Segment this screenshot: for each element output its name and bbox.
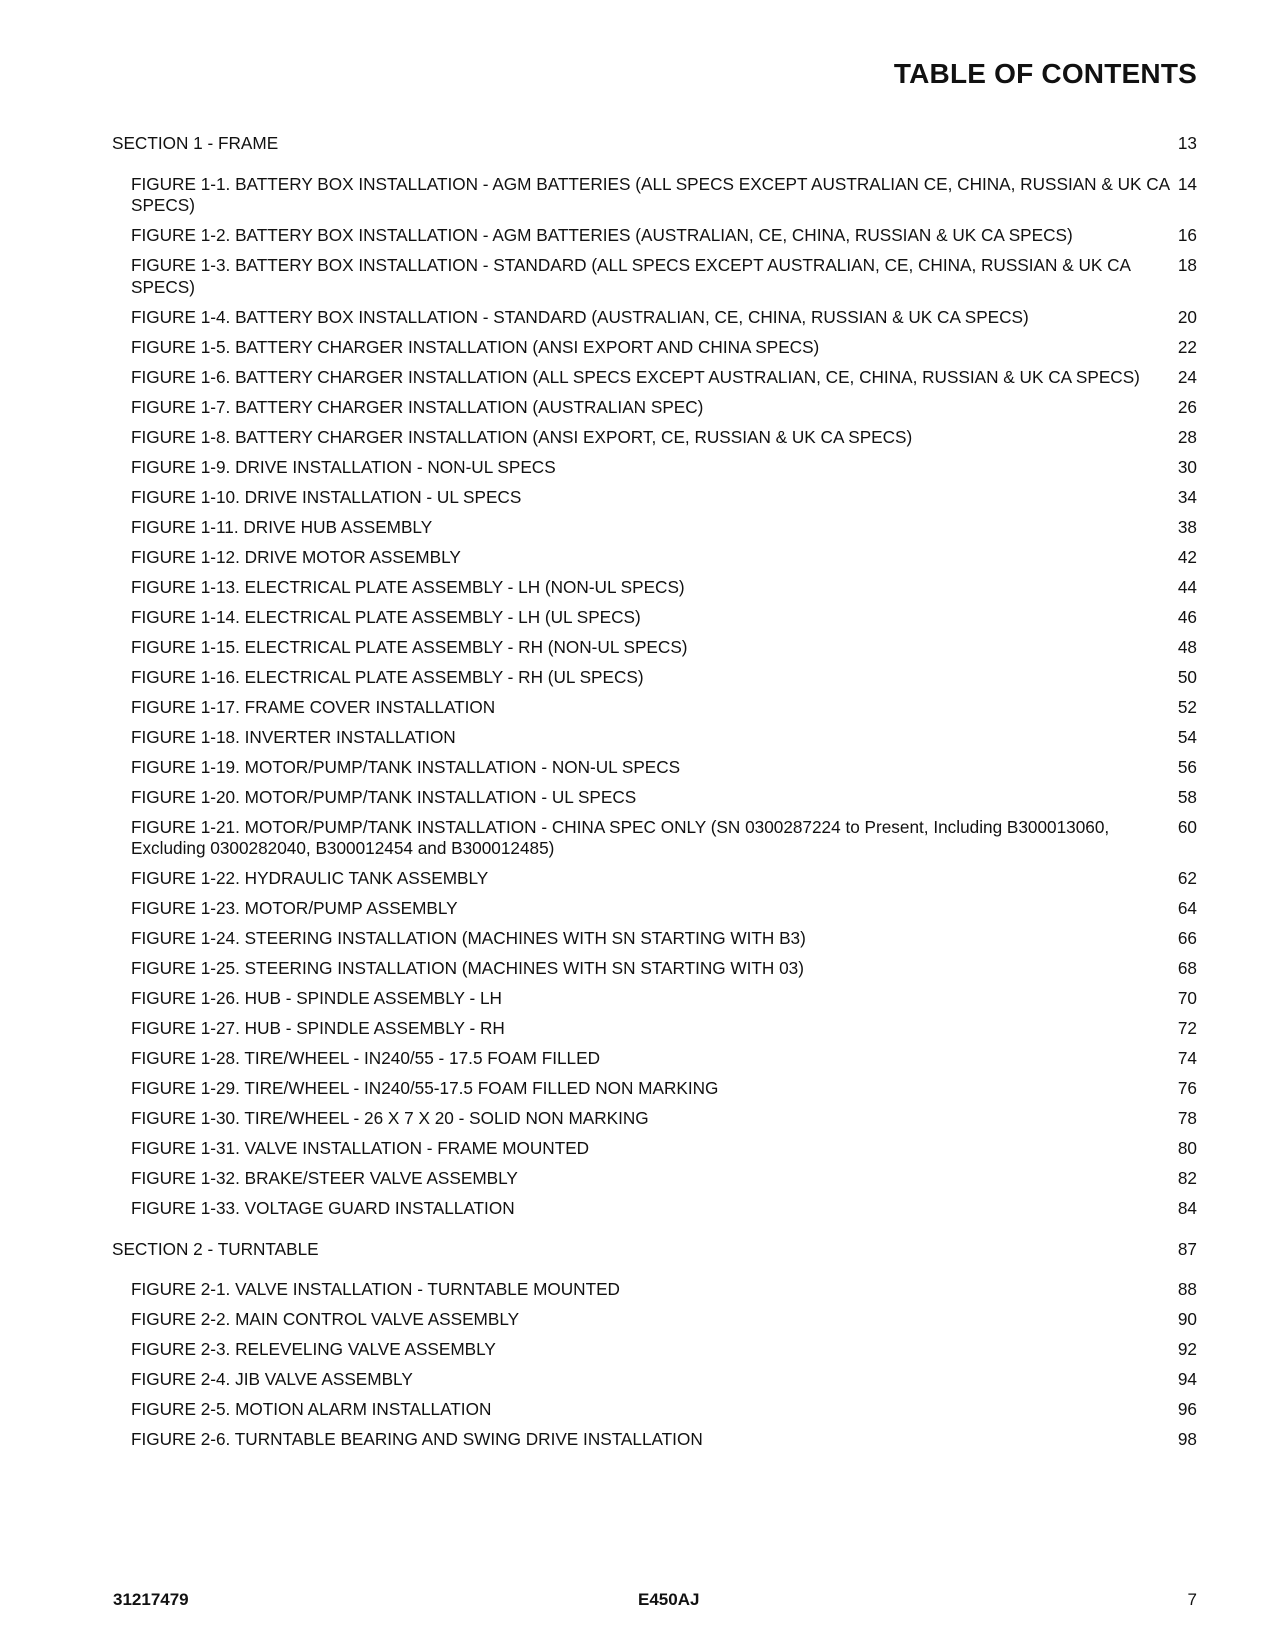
- toc-entry-title: FIGURE 1-27. HUB - SPINDLE ASSEMBLY - RH: [131, 1018, 505, 1038]
- toc-entry-title: FIGURE 1-15. ELECTRICAL PLATE ASSEMBLY - RH (NON-UL SPECS): [131, 636, 688, 657]
- toc-figure-entry[interactable]: [131, 727, 1197, 749]
- toc-entry-title: FIGURE 1-5. BATTERY CHARGER INSTALLATION (ANSI EXPORT AND CHINA SPECS): [131, 336, 820, 357]
- toc-entry-page: 87: [1177, 1238, 1197, 1259]
- toc-figure-entry[interactable]: [131, 1078, 1197, 1100]
- toc-entry-page: 38: [1177, 516, 1197, 537]
- toc-entry-page: 62: [1177, 868, 1197, 888]
- toc-figure-entry[interactable]: [131, 1198, 1197, 1220]
- toc-figure-entry[interactable]: [131, 637, 1197, 659]
- toc-entry-title: FIGURE 1-30. TIRE/WHEEL - 26 X 7 X 20 - SOLID NON MARKING: [131, 1108, 649, 1128]
- toc-entry-title: FIGURE 1-31. VALVE INSTALLATION - FRAME MOUNTED: [131, 1138, 590, 1158]
- toc-entry-page: 66: [1177, 928, 1197, 948]
- toc-entry-title: FIGURE 1-19. MOTOR/PUMP/TANK INSTALLATION - NON-UL SPECS: [131, 756, 681, 777]
- toc-entry-page: 84: [1177, 1198, 1197, 1218]
- toc-entry-title: FIGURE 1-1. BATTERY BOX INSTALLATION - AGM BATTERIES (ALL SPECS EXCEPT AUSTRALIAN CE, CHINA, RUSSIAN & UK CA SPECS): [131, 173, 1170, 215]
- toc-figure-entry[interactable]: [131, 1048, 1197, 1070]
- toc-figure-entry[interactable]: [131, 697, 1197, 719]
- toc-entry-page: 98: [1177, 1429, 1197, 1449]
- toc-entry-page: 76: [1177, 1078, 1197, 1098]
- toc-entry-title: FIGURE 1-25. STEERING INSTALLATION (MACHINES WITH SN STARTING WITH 03): [131, 958, 804, 978]
- toc-entry-page: 70: [1177, 988, 1197, 1008]
- toc-entry-title: FIGURE 1-17. FRAME COVER INSTALLATION: [131, 696, 496, 717]
- toc-entry-title: FIGURE 1-13. ELECTRICAL PLATE ASSEMBLY - LH (NON-UL SPECS): [131, 576, 685, 597]
- toc-figure-entry[interactable]: [131, 457, 1197, 479]
- toc-entry-page: 56: [1177, 756, 1197, 777]
- toc-entry-title: FIGURE 2-4. JIB VALVE ASSEMBLY: [131, 1369, 413, 1389]
- toc-entry-page: 44: [1177, 576, 1197, 597]
- toc-entry-title: FIGURE 1-12. DRIVE MOTOR ASSEMBLY: [131, 546, 461, 567]
- toc-figure-entry[interactable]: [131, 225, 1197, 247]
- toc-entry-title: FIGURE 1-24. STEERING INSTALLATION (MACHINES WITH SN STARTING WITH B3): [131, 928, 806, 948]
- toc-figure-entry[interactable]: [131, 487, 1197, 509]
- toc-entry-page: 42: [1177, 546, 1197, 567]
- toc-entry-title: FIGURE 1-16. ELECTRICAL PLATE ASSEMBLY - RH (UL SPECS): [131, 666, 644, 687]
- toc-entry-page: 82: [1177, 1168, 1197, 1188]
- toc-figure-entry[interactable]: [131, 898, 1197, 920]
- toc-figure-entry[interactable]: [131, 1399, 1197, 1421]
- toc-entry-title: FIGURE 1-9. DRIVE INSTALLATION - NON-UL SPECS: [131, 456, 556, 477]
- toc-entry-title: FIGURE 1-29. TIRE/WHEEL - IN240/55-17.5 FOAM FILLED NON MARKING: [131, 1078, 719, 1098]
- toc-entry-title: SECTION 2 - TURNTABLE: [112, 1238, 319, 1259]
- toc-figure-entry[interactable]: [131, 988, 1197, 1010]
- toc-entry-page: 28: [1177, 426, 1197, 447]
- footer-page-number: 7: [1187, 1590, 1197, 1609]
- toc-entry-page: 64: [1177, 898, 1197, 918]
- toc-entry-page: 96: [1177, 1399, 1197, 1419]
- footer-doc-number: 31217479: [113, 1590, 189, 1609]
- toc-entry-page: 48: [1177, 636, 1197, 657]
- toc-section-entry[interactable]: [112, 1239, 1197, 1261]
- toc-entry-page: 16: [1177, 225, 1197, 245]
- toc-entry-page: 26: [1177, 396, 1197, 417]
- toc-entry-title: FIGURE 1-33. VOLTAGE GUARD INSTALLATION: [131, 1198, 515, 1218]
- toc-figure-entry[interactable]: [131, 1339, 1197, 1361]
- toc-entry-page: 46: [1177, 606, 1197, 627]
- toc-entry-title: FIGURE 1-3. BATTERY BOX INSTALLATION - STANDARD (ALL SPECS EXCEPT AUSTRALIAN, CE, CHINA, RUSSIAN & UK CA SPECS): [131, 255, 1131, 297]
- toc-figure-entry[interactable]: [131, 607, 1197, 629]
- toc-entry-page: 68: [1177, 958, 1197, 978]
- toc-figure-entry[interactable]: [131, 337, 1197, 359]
- toc-entry-title: FIGURE 2-3. RELEVELING VALVE ASSEMBLY: [131, 1339, 496, 1359]
- toc-figure-entry[interactable]: [131, 1138, 1197, 1160]
- toc-figure-entry[interactable]: [131, 1108, 1197, 1130]
- toc-entry-page: 90: [1177, 1309, 1197, 1329]
- toc-entry-title: FIGURE 1-10. DRIVE INSTALLATION - UL SPECS: [131, 486, 522, 507]
- toc-entry-title: FIGURE 1-20. MOTOR/PUMP/TANK INSTALLATION - UL SPECS: [131, 786, 637, 807]
- toc-entry-title: FIGURE 2-1. VALVE INSTALLATION - TURNTABLE MOUNTED: [131, 1279, 620, 1299]
- toc-entry-title: FIGURE 1-26. HUB - SPINDLE ASSEMBLY - LH: [131, 988, 502, 1008]
- toc-entry-page: 20: [1177, 306, 1197, 327]
- toc-entry-title: FIGURE 1-8. BATTERY CHARGER INSTALLATION (ANSI EXPORT, CE, RUSSIAN & UK CA SPECS): [131, 426, 913, 447]
- toc-entry-page: 60: [1177, 816, 1197, 837]
- footer-model: E450AJ: [638, 1590, 700, 1609]
- toc-entry-title: FIGURE 1-23. MOTOR/PUMP ASSEMBLY: [131, 898, 458, 918]
- toc-entry-title: FIGURE 2-2. MAIN CONTROL VALVE ASSEMBLY: [131, 1309, 520, 1329]
- toc-entry-page: 50: [1177, 666, 1197, 687]
- toc-entry-page: 74: [1177, 1048, 1197, 1068]
- toc-section-entry[interactable]: [112, 133, 1197, 155]
- toc-figure-entry[interactable]: [131, 397, 1197, 419]
- toc-entry-page: 88: [1177, 1279, 1197, 1299]
- toc-entry-title: FIGURE 1-21. MOTOR/PUMP/TANK INSTALLATION - CHINA SPEC ONLY (SN 0300287224 to Present, Including B300013060, Excluding 0300282040, B300012454 and B300012485): [131, 816, 1110, 858]
- toc-entry-page: 54: [1177, 726, 1197, 747]
- toc-entry-page: 14: [1177, 173, 1197, 194]
- toc-entry-title: FIGURE 2-6. TURNTABLE BEARING AND SWING DRIVE INSTALLATION: [131, 1429, 703, 1449]
- toc-entry-page: 13: [1177, 133, 1197, 153]
- toc-entry-page: 72: [1177, 1018, 1197, 1038]
- toc-figure-entry[interactable]: [131, 1279, 1197, 1301]
- toc-entry-page: 18: [1177, 255, 1197, 275]
- toc-figure-entry[interactable]: [131, 1309, 1197, 1331]
- toc-entry-page: 92: [1177, 1339, 1197, 1359]
- toc-figure-entry[interactable]: [131, 427, 1197, 449]
- toc-figure-entry[interactable]: [131, 1369, 1197, 1391]
- page-title: TABLE OF CONTENTS: [893, 58, 1197, 89]
- toc-entry-title: FIGURE 2-5. MOTION ALARM INSTALLATION: [131, 1399, 492, 1419]
- toc-entry-title: FIGURE 1-2. BATTERY BOX INSTALLATION - AGM BATTERIES (AUSTRALIAN, CE, CHINA, RUSSIAN & UK CA SPECS): [131, 225, 1073, 245]
- toc-figure-entry[interactable]: [131, 255, 1197, 298]
- toc-figure-entry[interactable]: [131, 928, 1197, 950]
- toc-figure-entry[interactable]: [131, 1168, 1197, 1190]
- toc-entry-page: 58: [1177, 786, 1197, 807]
- toc-entry-title: FIGURE 1-32. BRAKE/STEER VALVE ASSEMBLY: [131, 1168, 518, 1188]
- toc-figure-entry[interactable]: [131, 1018, 1197, 1040]
- toc-entry-page: 22: [1177, 336, 1197, 357]
- toc-entry-title: FIGURE 1-4. BATTERY BOX INSTALLATION - STANDARD (AUSTRALIAN, CE, CHINA, RUSSIAN & UK CA SPECS): [131, 306, 1029, 327]
- toc-entry-title: FIGURE 1-28. TIRE/WHEEL - IN240/55 - 17.5 FOAM FILLED: [131, 1048, 600, 1068]
- toc-figure-entry[interactable]: [131, 517, 1197, 539]
- toc-entry-title: FIGURE 1-6. BATTERY CHARGER INSTALLATION (ALL SPECS EXCEPT AUSTRALIAN, CE, CHINA, RUSSIAN & UK CA SPECS): [131, 366, 1140, 387]
- toc-entry-title: FIGURE 1-22. HYDRAULIC TANK ASSEMBLY: [131, 868, 489, 888]
- toc-figure-entry[interactable]: [131, 757, 1197, 779]
- toc-entry-page: 52: [1177, 696, 1197, 717]
- toc-figure-entry[interactable]: [131, 817, 1197, 860]
- toc-entry-page: 94: [1177, 1369, 1197, 1389]
- toc-entry-title: SECTION 1 - FRAME: [112, 133, 279, 153]
- toc-figure-entry[interactable]: [131, 577, 1197, 599]
- toc-entry-title: FIGURE 1-14. ELECTRICAL PLATE ASSEMBLY - LH (UL SPECS): [131, 606, 641, 627]
- toc-figure-entry[interactable]: [131, 307, 1197, 329]
- toc-figure-entry[interactable]: [131, 1429, 1197, 1451]
- toc-figure-entry[interactable]: [131, 958, 1197, 980]
- toc-entry-page: 30: [1177, 456, 1197, 477]
- toc-figure-entry[interactable]: [131, 868, 1197, 890]
- toc-figure-entry[interactable]: [131, 547, 1197, 569]
- toc-entry-title: FIGURE 1-11. DRIVE HUB ASSEMBLY: [131, 516, 433, 537]
- toc-figure-entry[interactable]: [131, 367, 1197, 389]
- toc-entry-page: 24: [1177, 366, 1197, 387]
- toc-entry-page: 34: [1177, 486, 1197, 507]
- toc-figure-entry[interactable]: [131, 667, 1197, 689]
- toc-entry-title: FIGURE 1-18. INVERTER INSTALLATION: [131, 726, 456, 747]
- toc-list: [112, 133, 1197, 1451]
- toc-entry-title: FIGURE 1-7. BATTERY CHARGER INSTALLATION (AUSTRALIAN SPEC): [131, 396, 704, 417]
- toc-figure-entry[interactable]: [131, 787, 1197, 809]
- toc-entry-page: 78: [1177, 1108, 1197, 1128]
- toc-entry-page: 80: [1177, 1138, 1197, 1158]
- toc-figure-entry[interactable]: [131, 174, 1197, 217]
